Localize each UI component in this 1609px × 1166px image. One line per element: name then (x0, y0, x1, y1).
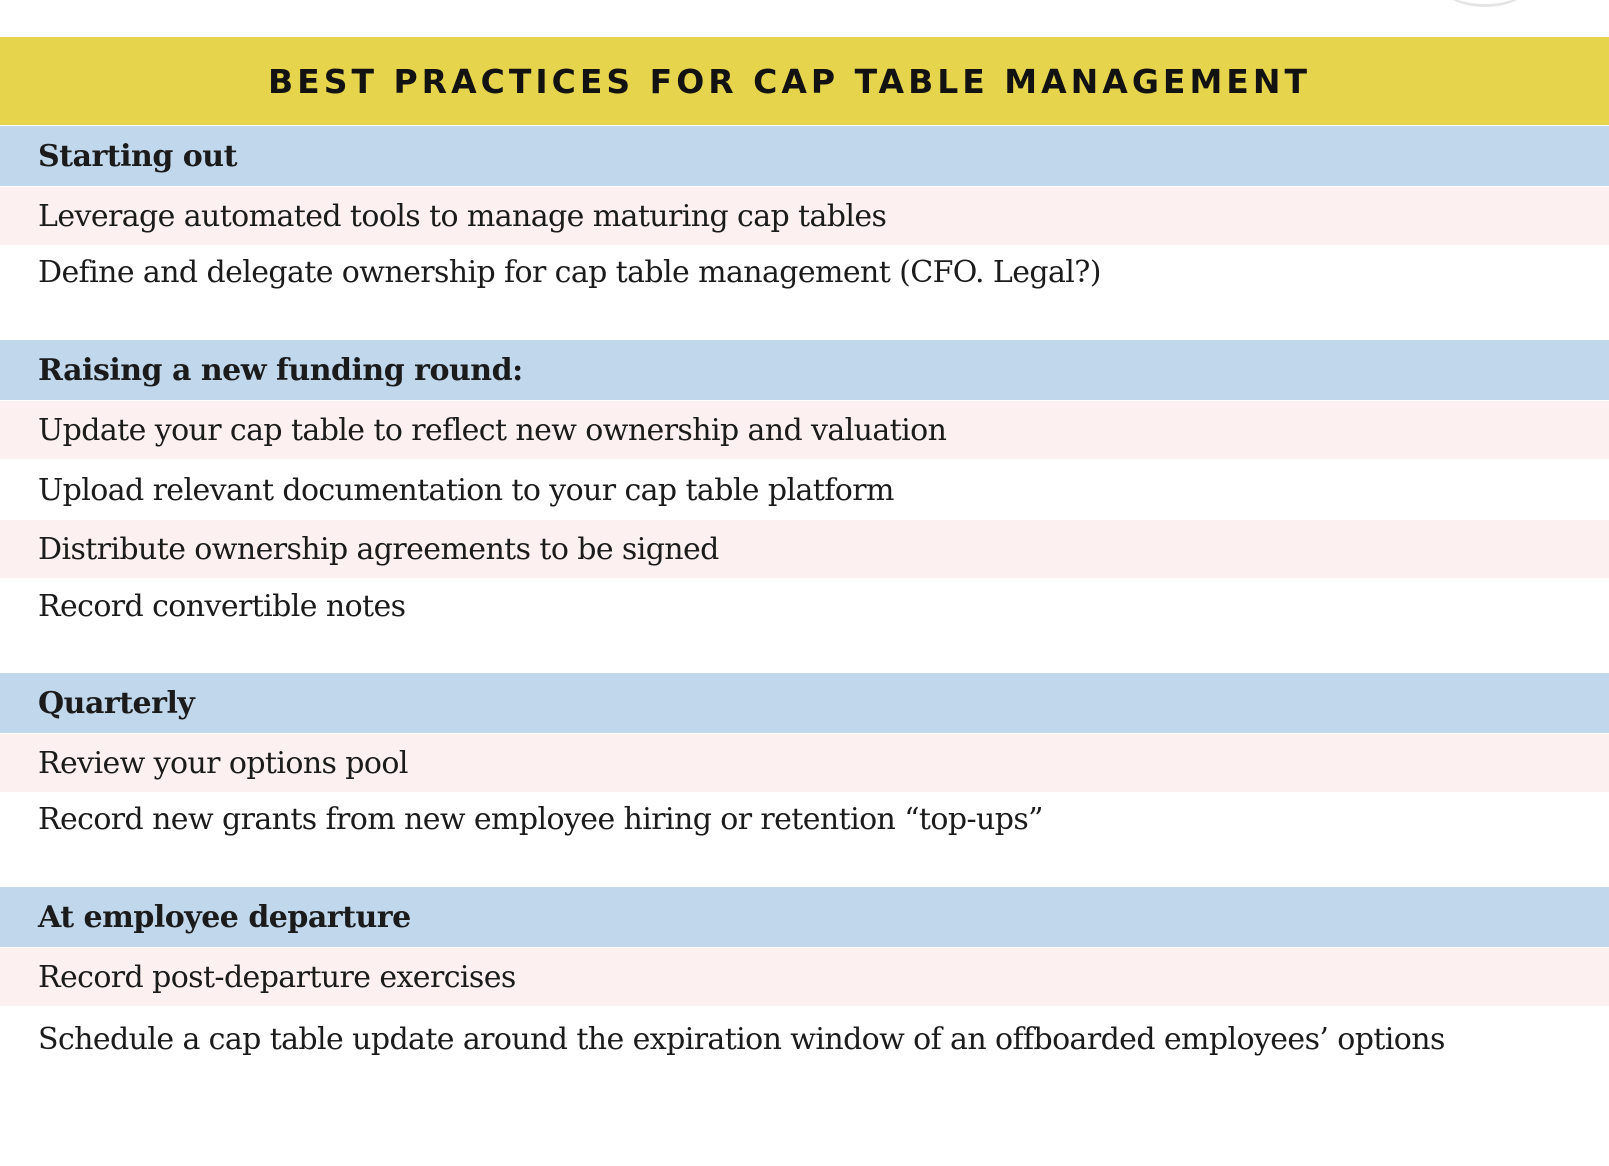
list-item: Update your cap table to reflect new ownership and valuation (0, 401, 1609, 459)
page-title: BEST PRACTICES FOR CAP TABLE MANAGEMENT (268, 61, 1311, 101)
list-item: Record convertible notes (38, 588, 406, 624)
list-item: Review your options pool (0, 734, 1609, 792)
list-item: Record post-departure exercises (0, 948, 1609, 1006)
list-item: Schedule a cap table update around the expiration window of an offboarded employees’ options (38, 1021, 1445, 1057)
section-header-quarterly: Quarterly (0, 673, 1609, 733)
corner-decoration (1440, 0, 1530, 7)
list-item: Define and delegate ownership for cap table management (CFO. Legal?) (38, 254, 1101, 290)
list-item: Upload relevant documentation to your cap table platform (38, 472, 894, 508)
title-banner (0, 37, 1609, 125)
section-header-employee-departure: At employee departure (0, 887, 1609, 947)
section-header-starting-out: Starting out (0, 126, 1609, 186)
list-item: Distribute ownership agreements to be signed (0, 520, 1609, 578)
list-item: Leverage automated tools to manage maturing cap tables (0, 187, 1609, 245)
section-header-funding-round: Raising a new funding round: (0, 340, 1609, 400)
list-item: Record new grants from new employee hiring or retention “top-ups” (38, 801, 1043, 837)
